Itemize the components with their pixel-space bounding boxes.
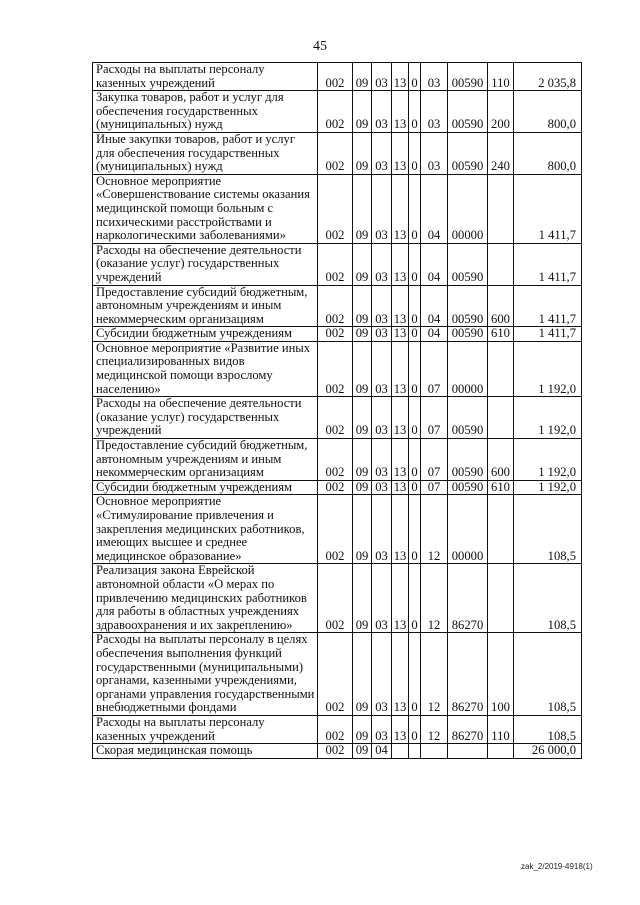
cell-direction: 00590 [448, 91, 488, 133]
cell-name: Основное мероприятие «Развитие иных специализированных видов медицинской помощи взрослому населению» [93, 341, 318, 396]
cell-subsection: 03 [372, 480, 392, 495]
cell-subsection: 03 [372, 341, 392, 396]
cell-activity: 07 [421, 397, 448, 439]
footer-code: zak_2/2019-4918(1) [521, 862, 593, 871]
cell-direction: 86270 [448, 715, 488, 743]
cell-activity: 12 [421, 715, 448, 743]
cell-section: 09 [353, 633, 372, 716]
cell-amount: 108,5 [514, 495, 582, 564]
cell-direction: 00590 [448, 243, 488, 285]
cell-grbs: 002 [318, 132, 353, 174]
cell-grbs: 002 [318, 285, 353, 327]
cell-expense-type: 600 [488, 439, 514, 481]
cell-direction: 00590 [448, 480, 488, 495]
cell-expense-type [488, 495, 514, 564]
cell-program: 13 [392, 439, 409, 481]
cell-name: Субсидии бюджетным учреждениям [93, 480, 318, 495]
cell-activity: 04 [421, 243, 448, 285]
cell-subsection: 03 [372, 495, 392, 564]
cell-subprogram: 0 [409, 174, 421, 243]
cell-program: 13 [392, 91, 409, 133]
cell-section: 09 [353, 480, 372, 495]
cell-name: Субсидии бюджетным учреждениям [93, 327, 318, 342]
cell-direction: 00590 [448, 132, 488, 174]
cell-direction: 00000 [448, 174, 488, 243]
cell-subprogram: 0 [409, 132, 421, 174]
table-row [93, 439, 582, 481]
table-row [93, 564, 582, 633]
cell-expense-type [488, 174, 514, 243]
cell-amount: 108,5 [514, 633, 582, 716]
table-row [93, 480, 582, 495]
cell-subsection: 03 [372, 63, 392, 91]
cell-subsection: 03 [372, 439, 392, 481]
cell-amount: 2 035,8 [514, 63, 582, 91]
cell-expense-type: 610 [488, 327, 514, 342]
cell-direction [448, 744, 488, 759]
table-body [93, 63, 582, 759]
cell-activity: 03 [421, 63, 448, 91]
cell-amount: 1 411,7 [514, 243, 582, 285]
cell-program: 13 [392, 715, 409, 743]
cell-program: 13 [392, 480, 409, 495]
cell-grbs: 002 [318, 480, 353, 495]
cell-subsection: 03 [372, 564, 392, 633]
cell-program: 13 [392, 174, 409, 243]
cell-subprogram [409, 744, 421, 759]
cell-name: Расходы на выплаты персоналу казенных учреждений [93, 63, 318, 91]
cell-name: Расходы на выплаты персоналу казенных учреждений [93, 715, 318, 743]
table-row [93, 744, 582, 759]
cell-direction: 00000 [448, 495, 488, 564]
cell-amount: 108,5 [514, 564, 582, 633]
table-row [93, 715, 582, 743]
cell-expense-type: 110 [488, 63, 514, 91]
page-number: 45 [313, 39, 327, 54]
cell-grbs: 002 [318, 633, 353, 716]
cell-subprogram: 0 [409, 327, 421, 342]
cell-name: Закупка товаров, работ и услуг для обеспечения государственных (муниципальных) нужд [93, 91, 318, 133]
cell-subsection: 03 [372, 91, 392, 133]
cell-section: 09 [353, 439, 372, 481]
cell-activity: 04 [421, 285, 448, 327]
cell-name: Предоставление субсидий бюджетным, автономным учреждениям и иным некоммерческим организациям [93, 439, 318, 481]
cell-grbs: 002 [318, 63, 353, 91]
cell-grbs: 002 [318, 495, 353, 564]
cell-program [392, 744, 409, 759]
cell-activity: 04 [421, 327, 448, 342]
cell-direction: 00590 [448, 285, 488, 327]
cell-subprogram: 0 [409, 397, 421, 439]
table-row [93, 243, 582, 285]
cell-grbs: 002 [318, 341, 353, 396]
cell-subprogram: 0 [409, 63, 421, 91]
cell-program: 13 [392, 285, 409, 327]
cell-grbs: 002 [318, 174, 353, 243]
cell-name: Основное мероприятие «Совершенствование системы оказания медицинской помощи больным с психическими расстройствами и наркологическими заболеваниями» [93, 174, 318, 243]
cell-activity: 04 [421, 174, 448, 243]
cell-grbs: 002 [318, 91, 353, 133]
cell-activity: 12 [421, 495, 448, 564]
cell-amount: 26 000,0 [514, 744, 582, 759]
budget-table [92, 62, 582, 759]
cell-section: 09 [353, 341, 372, 396]
cell-subsection: 03 [372, 397, 392, 439]
cell-activity [421, 744, 448, 759]
cell-expense-type: 600 [488, 285, 514, 327]
cell-amount: 800,0 [514, 91, 582, 133]
cell-program: 13 [392, 495, 409, 564]
cell-section: 09 [353, 174, 372, 243]
cell-subprogram: 0 [409, 439, 421, 481]
cell-section: 09 [353, 132, 372, 174]
cell-expense-type: 200 [488, 91, 514, 133]
cell-grbs: 002 [318, 744, 353, 759]
cell-amount: 1 192,0 [514, 341, 582, 396]
cell-section: 09 [353, 397, 372, 439]
cell-name: Предоставление субсидий бюджетным, автономным учреждениям и иным некоммерческим организациям [93, 285, 318, 327]
cell-subprogram: 0 [409, 715, 421, 743]
cell-section: 09 [353, 564, 372, 633]
cell-activity: 12 [421, 633, 448, 716]
cell-direction: 00590 [448, 397, 488, 439]
cell-expense-type [488, 744, 514, 759]
cell-section: 09 [353, 285, 372, 327]
cell-subsection: 03 [372, 633, 392, 716]
cell-grbs: 002 [318, 397, 353, 439]
cell-program: 13 [392, 63, 409, 91]
cell-grbs: 002 [318, 564, 353, 633]
cell-grbs: 002 [318, 243, 353, 285]
cell-subsection: 04 [372, 744, 392, 759]
cell-activity: 03 [421, 91, 448, 133]
cell-name: Скорая медицинская помощь [93, 744, 318, 759]
cell-subprogram: 0 [409, 480, 421, 495]
cell-subsection: 03 [372, 132, 392, 174]
cell-expense-type [488, 243, 514, 285]
cell-activity: 07 [421, 341, 448, 396]
cell-section: 09 [353, 744, 372, 759]
cell-direction: 00590 [448, 327, 488, 342]
cell-amount: 1 411,7 [514, 174, 582, 243]
cell-activity: 07 [421, 439, 448, 481]
cell-program: 13 [392, 132, 409, 174]
cell-activity: 07 [421, 480, 448, 495]
cell-amount: 1 192,0 [514, 397, 582, 439]
cell-program: 13 [392, 341, 409, 396]
cell-expense-type [488, 397, 514, 439]
cell-program: 13 [392, 243, 409, 285]
cell-subsection: 03 [372, 174, 392, 243]
cell-expense-type: 240 [488, 132, 514, 174]
cell-subprogram: 0 [409, 341, 421, 396]
table-row [93, 174, 582, 243]
cell-expense-type: 610 [488, 480, 514, 495]
cell-direction: 00590 [448, 439, 488, 481]
cell-name: Реализация закона Еврейской автономной области «О мерах по привлечению медицинских работников для работы в областных учреждениях здравоохранения и их закреплению» [93, 564, 318, 633]
table-row [93, 633, 582, 716]
cell-program: 13 [392, 564, 409, 633]
cell-activity: 03 [421, 132, 448, 174]
table-row [93, 63, 582, 91]
cell-grbs: 002 [318, 327, 353, 342]
cell-direction: 86270 [448, 633, 488, 716]
cell-direction: 86270 [448, 564, 488, 633]
cell-amount: 800,0 [514, 132, 582, 174]
table-row [93, 285, 582, 327]
cell-subsection: 03 [372, 715, 392, 743]
cell-amount: 108,5 [514, 715, 582, 743]
cell-name: Расходы на обеспечение деятельности (оказание услуг) государственных учреждений [93, 397, 318, 439]
cell-expense-type [488, 564, 514, 633]
cell-section: 09 [353, 243, 372, 285]
cell-program: 13 [392, 327, 409, 342]
table-row [93, 327, 582, 342]
cell-subsection: 03 [372, 285, 392, 327]
cell-section: 09 [353, 91, 372, 133]
cell-subprogram: 0 [409, 285, 421, 327]
cell-subprogram: 0 [409, 243, 421, 285]
cell-program: 13 [392, 633, 409, 716]
cell-expense-type: 100 [488, 633, 514, 716]
cell-expense-type [488, 341, 514, 396]
table-row [93, 341, 582, 396]
cell-direction: 00590 [448, 63, 488, 91]
cell-expense-type: 110 [488, 715, 514, 743]
cell-activity: 12 [421, 564, 448, 633]
cell-name: Иные закупки товаров, работ и услуг для обеспечения государственных (муниципальных) нужд [93, 132, 318, 174]
cell-name: Расходы на обеспечение деятельности (оказание услуг) государственных учреждений [93, 243, 318, 285]
cell-subprogram: 0 [409, 495, 421, 564]
table-row [93, 397, 582, 439]
table-row [93, 495, 582, 564]
cell-subprogram: 0 [409, 91, 421, 133]
cell-direction: 00000 [448, 341, 488, 396]
table-row [93, 132, 582, 174]
cell-amount: 1 192,0 [514, 439, 582, 481]
cell-program: 13 [392, 397, 409, 439]
cell-section: 09 [353, 495, 372, 564]
cell-subsection: 03 [372, 327, 392, 342]
cell-amount: 1 192,0 [514, 480, 582, 495]
table-row [93, 91, 582, 133]
cell-section: 09 [353, 63, 372, 91]
cell-grbs: 002 [318, 715, 353, 743]
cell-name: Основное мероприятие «Стимулирование привлечения и закрепления медицинских работников, имеющих высшее и среднее медицинское образование» [93, 495, 318, 564]
cell-subprogram: 0 [409, 633, 421, 716]
cell-amount: 1 411,7 [514, 285, 582, 327]
cell-section: 09 [353, 715, 372, 743]
cell-name: Расходы на выплаты персоналу в целях обеспечения выполнения функций государственными (муниципальными) органами, казенными учреждениями, органами управления государственными внебюджетными фондами [93, 633, 318, 716]
cell-grbs: 002 [318, 439, 353, 481]
cell-subprogram: 0 [409, 564, 421, 633]
cell-section: 09 [353, 327, 372, 342]
cell-amount: 1 411,7 [514, 327, 582, 342]
cell-subsection: 03 [372, 243, 392, 285]
